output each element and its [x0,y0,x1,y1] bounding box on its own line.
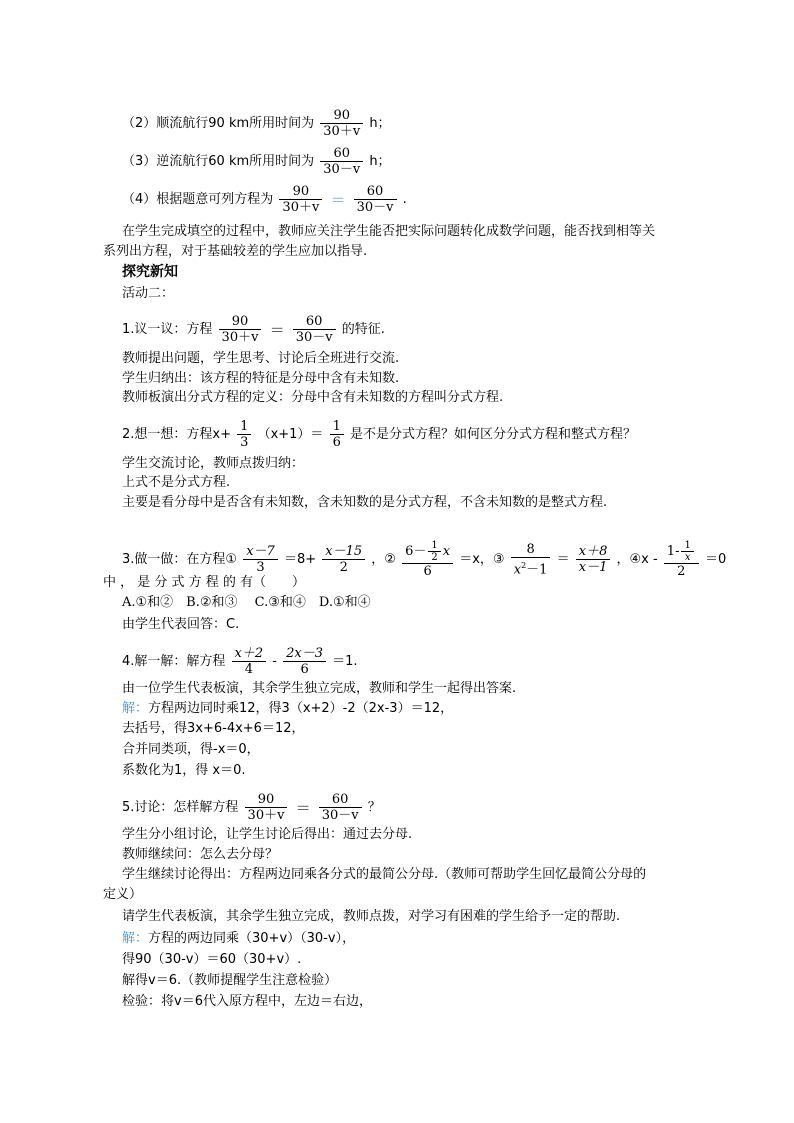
solution-line: 解：方程的两边同乘（30+v）（30-v）， [122,931,356,946]
question-2: 2.想一想：方程x+ $\frac{1}{3}$ （x+1）＝ $\frac{1}{6}$ 是不是分式方程？如何区分分式方程和整式方程？ [122,419,636,450]
fraction: $\frac{1}{3}$ [237,419,251,450]
fraction: $\frac{60}{30-v}$ [293,314,336,345]
answer-options: A.①和② B.②和③ C.③和④ D.①和④ [122,595,371,610]
fraction: $\frac{90}{30+v}$ [320,108,363,139]
fraction: $\frac{8}{x^2-1}$ [511,542,551,577]
equals-sign: ＝ [295,798,311,817]
line-4: （4）根据题意可列方程为 $\frac{90}{30+v}$ ＝ $\frac{60}{30-v}$ . [122,184,407,215]
line-3: （3）逆流航行60 km所用时间为 $\frac{60}{30-v}$ h； [122,146,391,177]
fraction: $\frac{90}{30+v}$ [279,184,322,215]
paragraph-line: 学生继续讨论得出：方程两边同乘各分式的最简公分母.（教师可帮助学生回忆最简公分母的 [122,867,647,882]
paragraph-line: 学生分小组讨论，让学生讨论后得出：通过去分母. [122,827,413,842]
fraction: $\frac{2x-3}{6}$ [283,646,326,677]
fraction: $\frac{x+2}{4}$ [232,646,267,677]
fraction: $\frac{90}{30+v}$ [245,792,288,823]
line-2-text: （2）顺流航行90 km所用时间为 [122,116,315,131]
fraction: $\frac{60}{30-v}$ [320,146,363,177]
solution-line: 解得v＝6.（教师提醒学生注意检验） [122,973,338,988]
fraction: $\frac{60}{30-v}$ [354,184,397,215]
question-3: 3.做一做：在方程① $\frac{x-7}{3}$ ＝8+ $\frac{x-15}{2}$ ，② 6－ $\frac{1}{2}$ x 6 ＝x，③ $\frac{8}{x^2-1}$ ＝ $\frac{x+8}{x-1}$ ，④x - 1- $\frac{1}{x}$ 2 ＝0 [122,540,727,579]
solution-line: 得90（30-v）＝60（30+v）. [122,952,302,967]
fraction: $\frac{60}{30-v}$ [319,792,362,823]
line-3-text: （3）逆流航行60 km所用时间为 [122,154,315,169]
paragraph-line: 由一位学生代表板演，其余学生独立完成，教师和学生一起得出答案. [122,681,517,696]
line-4-text: （4）根据题意可列方程为 [122,192,274,207]
compound-fraction: 1- $\frac{1}{x}$ 2 [664,540,699,579]
line-2: （2）顺流航行90 km所用时间为 $\frac{90}{30+v}$ h； [122,108,391,139]
question-4: 4.解一解：解方程 $\frac{x+2}{4}$ - $\frac{2x-3}{6}$ ＝1. [122,646,358,677]
paragraph-line: 教师提出问题，学生思考、讨论后全班进行交流. [122,351,400,366]
fraction: $\frac{1}{x}$ [681,540,693,563]
solution-line: 系数化为1，得 x＝0. [122,763,246,778]
fraction: $\frac{90}{30+v}$ [219,314,262,345]
question-5: 5.讨论：怎样解方程 $\frac{90}{30+v}$ ＝ $\frac{60}{30-v}$ ？ [122,792,381,823]
paragraph-line: 定义） [103,887,143,902]
solution-label: 解： [122,931,149,946]
solution-line: 去括号，得3x+6-4x+6＝12， [122,721,305,736]
solution-line: 合并同类项，得-x＝0， [122,742,260,757]
paragraph-line: 中 ， 是 分 式 方 程 的 有（ ） [103,575,306,590]
paragraph-line: 教师继续问：怎么去分母？ [122,847,279,862]
fraction: $\frac{x+8}{x-1}$ [576,544,611,575]
paragraph-line: 在学生完成填空的过程中，教师应关注学生能否把实际问题转化成数学问题，能否找到相等关 [122,224,656,239]
activity-label: 活动二： [122,286,175,301]
paragraph-line: 学生归纳出：该方程的特征是分母中含有未知数. [122,371,400,386]
fraction: $\frac{x-7}{3}$ [243,544,278,575]
paragraph-line: 由学生代表回答：C. [122,617,240,632]
equals-sign: ＝ [269,320,285,339]
fraction: $\frac{1}{2}$ [428,540,440,563]
section-heading: 探究新知 [122,264,178,280]
compound-fraction: 6－ $\frac{1}{2}$ x 6 [402,540,453,579]
fraction: $\frac{1}{6}$ [330,419,344,450]
solution-line: 解：方程两边同时乘12，得3（x+2）-2（2x-3）＝12， [122,701,454,716]
question-1: 1.议一议：方程 $\frac{90}{30+v}$ ＝ $\frac{60}{30-v}$ 的特征. [122,314,385,345]
paragraph-line: 学生交流讨论，教师点拨归纳： [122,456,305,471]
fraction: $\frac{x-15}{2}$ [322,544,365,575]
paragraph-line: 系列出方程，对于基础较差的学生应加以指导. [103,244,368,259]
paragraph-line: 教师板演出分式方程的定义：分母中含有未知数的方程叫分式方程. [122,390,504,405]
paragraph-line: 上式不是分式方程. [122,475,231,490]
solution-line: 检验：将v＝6代入原方程中，左边＝右边， [122,994,372,1009]
equals-sign: ＝ [330,190,346,209]
paragraph-line: 主要是看分母中是否含有未知数，含未知数的是分式方程，不含未知数的是整式方程. [122,495,608,510]
solution-label: 解： [122,701,149,716]
paragraph-line: 请学生代表板演，其余学生独立完成，教师点拨，对学习有困难的学生给予一定的帮助. [122,909,621,924]
